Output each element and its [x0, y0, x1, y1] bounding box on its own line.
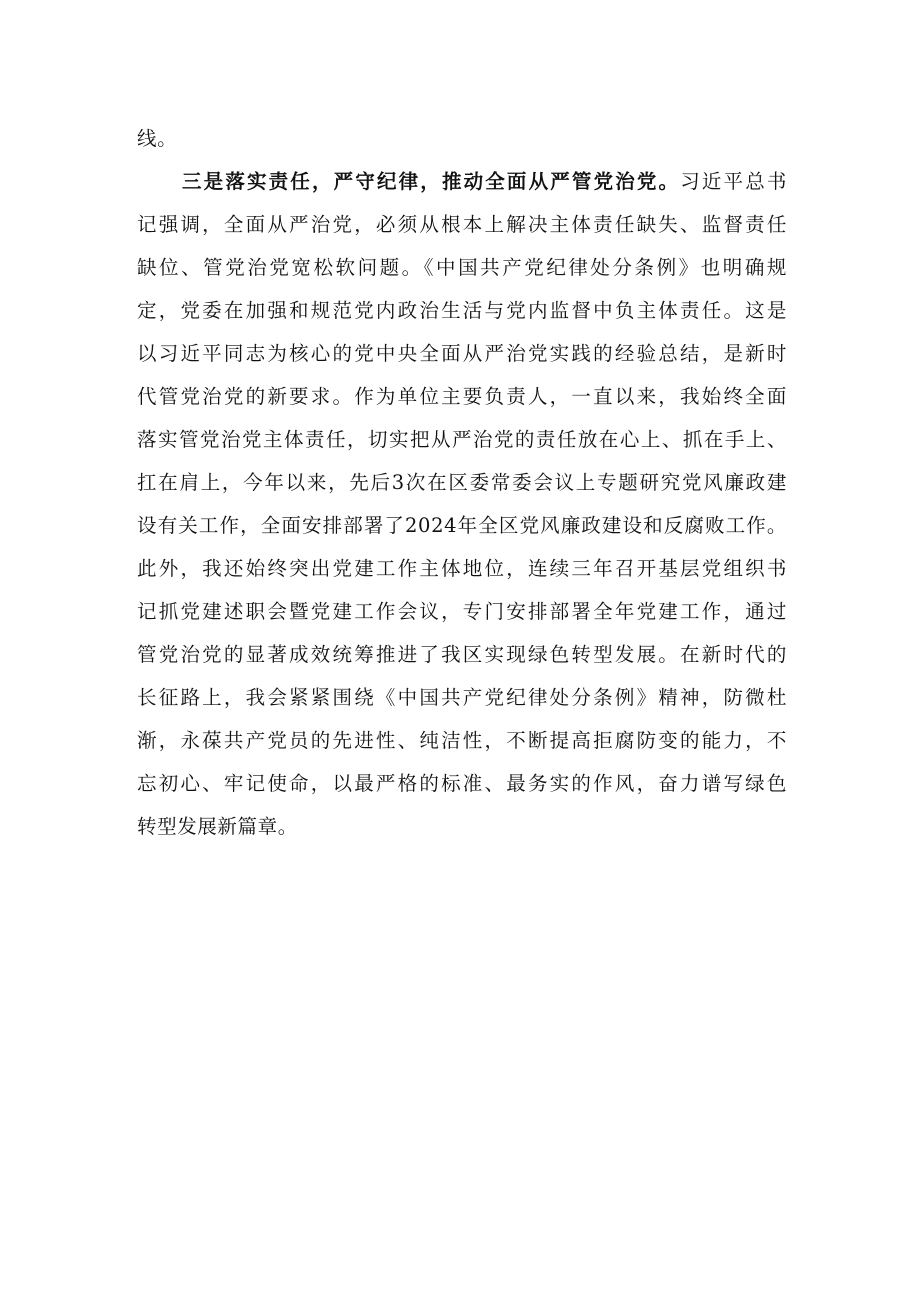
text-line: 渐，永葆共产党员的先进性、纯洁性，不断提高拒腐防变的能力，不 — [137, 729, 787, 752]
text-line: 代管党治党的新要求。作为单位主要负责人，一直以来，我始终全面 — [137, 385, 787, 408]
text-line: 缺位、管党治党宽松软问题。《中国共产党纪律处分条例》也明确规 — [137, 256, 787, 279]
text-line: 此外，我还始终突出党建工作主体地位，连续三年召开基层党组织书 — [137, 557, 787, 580]
text-line: 管党治党的显著成效统筹推进了我区实现绿色转型发展。在新时代的 — [137, 643, 787, 666]
text-line: 线。 — [137, 127, 178, 150]
text-line: 忘初心、牢记使命，以最严格的标准、最务实的作风，奋力谱写绿色 — [137, 772, 787, 795]
text-line: 记强调，全面从严治党，必须从根本上解决主体责任缺失、监督责任 — [137, 213, 787, 236]
paragraph-3-heading: 三是落实责任，严守纪律，推动全面从严管党治党。 — [182, 170, 681, 193]
text-line: 长征路上，我会紧紧围绕《中国共产党纪律处分条例》精神，防微杜 — [137, 686, 787, 709]
text-line: 落实管党治党主体责任，切实把从严治党的责任放在心上、抓在手上、 — [137, 428, 787, 451]
text-line: 设有关工作，全面安排部署了2024年全区党风廉政建设和反腐败工作。 — [137, 514, 787, 537]
text-line: 扛在肩上，今年以来，先后3次在区委常委会议上专题研究党风廉政建 — [137, 471, 787, 494]
text-line: 习近平总书 — [680, 170, 787, 193]
text-line: 以习近平同志为核心的党中央全面从严治党实践的经验总结，是新时 — [137, 342, 787, 365]
document-body — [137, 117, 787, 848]
text-line: 记抓党建述职会暨党建工作会议，专门安排部署全年党建工作，通过 — [137, 600, 787, 623]
previous-paragraph-end — [137, 117, 787, 160]
paragraph-3-last-line: 转型发展新篇章。 — [137, 815, 298, 838]
paragraph-3-first-line — [137, 160, 787, 203]
text-line: 定，党委在加强和规范党内政治生活与党内监督中负主体责任。这是 — [137, 299, 787, 322]
